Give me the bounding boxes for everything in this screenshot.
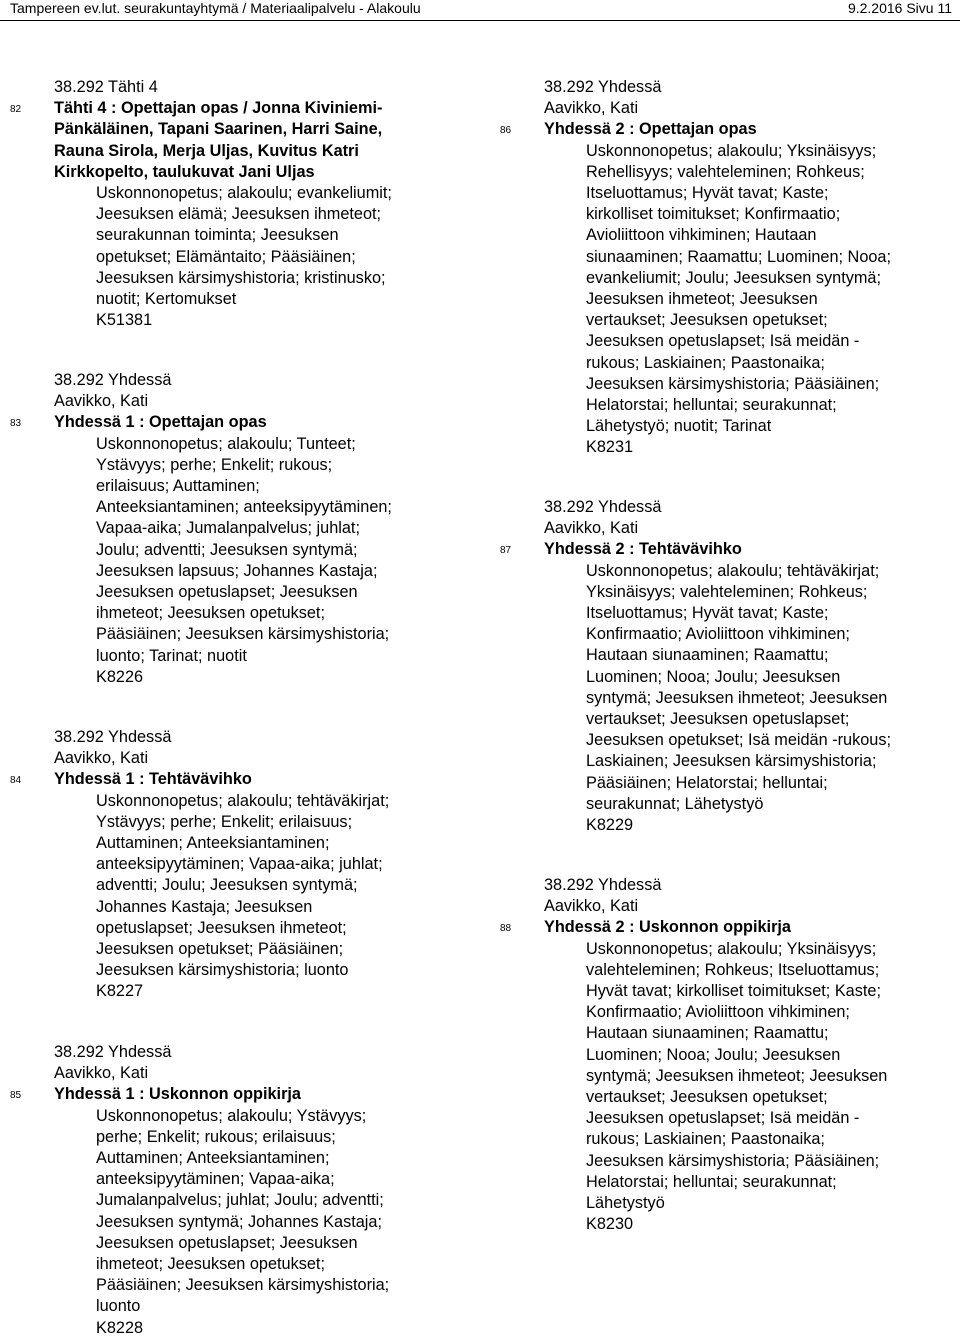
subject-line: Pääsiäinen; Helatorstai; helluntai; xyxy=(586,773,828,792)
subject-line: Laskiainen; Jeesuksen kärsimyshistoria; xyxy=(586,752,877,771)
subject-line: kirkolliset toimitukset; Konfirmaatio; xyxy=(586,205,841,224)
catalog-entry xyxy=(0,727,480,1003)
catalog-entry xyxy=(482,497,960,836)
classification-number: 38.292 Yhdessä xyxy=(544,876,662,894)
classification-number: 38.292 Yhdessä xyxy=(54,728,172,746)
entry-number: 83 xyxy=(10,418,22,430)
entry-author: Aavikko, Kati xyxy=(544,897,639,916)
shelf-code: K8227 xyxy=(96,982,144,1001)
shelf-code: K51381 xyxy=(96,311,153,330)
entry-subjects xyxy=(482,561,960,837)
subject-line: Jumalanpalvelus; juhlat; Joulu; adventti; xyxy=(96,1191,384,1210)
subject-line: Pääsiäinen; Jeesuksen kärsimyshistoria; xyxy=(96,1276,390,1295)
classification-number: 38.292 Tähti 4 xyxy=(54,78,158,96)
subject-line: Uskonnonopetus; alakoulu; tehtäväkirjat; xyxy=(96,791,390,810)
subject-line: Jeesuksen kärsimyshistoria; luonto xyxy=(96,961,349,980)
classification-number: 38.292 Yhdessä xyxy=(544,498,662,516)
subject-line: seurakunnan toiminta; Jeesuksen xyxy=(96,226,339,245)
title-line: Yhdessä 1 : Tehtävävihko xyxy=(54,770,252,789)
subject-line: Jeesuksen ihmeteot; Jeesuksen xyxy=(586,290,818,309)
subject-line: Konfirmaatio; Avioliittoon vihkiminen; xyxy=(586,1003,850,1022)
entry-author: Aavikko, Kati xyxy=(544,99,639,118)
title-line: Yhdessä 1 : Opettajan opas xyxy=(54,413,267,432)
title-line: Yhdessä 2 : Opettajan opas xyxy=(544,120,757,139)
entry-author: Aavikko, Kati xyxy=(54,1064,149,1083)
subject-line: Uskonnonopetus; alakoulu; Tunteet; xyxy=(96,434,356,453)
subject-line: rukous; Laskiainen; Paastonaika; xyxy=(586,353,825,372)
subject-line: Joulu; adventti; Jeesuksen syntymä; xyxy=(96,540,358,559)
subject-line: adventti; Joulu; Jeesuksen syntymä; xyxy=(96,876,358,895)
subject-line: Anteeksiantaminen; anteeksipyytäminen; xyxy=(96,498,392,517)
subject-line: Uskonnonopetus; alakoulu; Yksinäisyys; xyxy=(586,939,877,958)
title-line: Kirkkopelto, taulukuvat Jani Uljas xyxy=(54,162,315,181)
classification-number: 38.292 Yhdessä xyxy=(54,371,172,389)
subject-line: Uskonnonopetus; alakoulu; Yksinäisyys; xyxy=(586,141,877,160)
subject-line: ihmeteot; Jeesuksen opetukset; xyxy=(96,604,325,623)
shelf-code: K8230 xyxy=(586,1215,634,1234)
subject-line: Itseluottamus; Hyvät tavat; Kaste; xyxy=(586,604,829,623)
subject-line: Helatorstai; helluntai; seurakunnat; xyxy=(586,396,837,415)
classification-number: 38.292 Yhdessä xyxy=(54,1043,172,1061)
entry-author: Aavikko, Kati xyxy=(54,749,149,768)
subject-line: Pääsiäinen; Jeesuksen kärsimyshistoria; xyxy=(96,625,390,644)
subject-line: Auttaminen; Anteeksiantaminen; xyxy=(96,834,330,853)
entry-title xyxy=(482,917,960,938)
entry-subjects xyxy=(0,1106,480,1339)
header-divider xyxy=(0,20,960,21)
subject-line: opetuslapset; Jeesuksen ihmeteot; xyxy=(96,918,347,937)
subject-line: Jeesuksen kärsimyshistoria; Pääsiäinen; xyxy=(586,374,880,393)
shelf-code: K8228 xyxy=(96,1318,144,1337)
entry-subjects xyxy=(0,791,480,1003)
subject-line: seurakunnat; Lähetystyö xyxy=(586,794,764,813)
subject-line: Jeesuksen kärsimyshistoria; Pääsiäinen; xyxy=(586,1151,880,1170)
subject-line: valehteleminen; Rohkeus; Itseluottamus; xyxy=(586,960,880,979)
subject-line: Luominen; Nooa; Joulu; Jeesuksen xyxy=(586,1045,841,1064)
subject-line: Jeesuksen kärsimyshistoria; kristinusko; xyxy=(96,268,386,287)
subject-line: Jeesuksen opetukset; Pääsiäinen; xyxy=(96,940,344,959)
subject-line: syntymä; Jeesuksen ihmeteot; Jeesuksen xyxy=(586,1066,888,1085)
entry-number: 82 xyxy=(10,104,22,116)
classification-number: 38.292 Yhdessä xyxy=(544,78,662,96)
catalog-entry xyxy=(0,77,480,331)
subject-line: luonto; Tarinat; nuotit xyxy=(96,646,247,665)
subject-line: Auttaminen; Anteeksiantaminen; xyxy=(96,1149,330,1168)
subject-line: siunaaminen; Raamattu; Luominen; Nooa; xyxy=(586,247,892,266)
subject-line: evankeliumit; Joulu; Jeesuksen syntymä; xyxy=(586,268,882,287)
entry-header xyxy=(482,497,960,539)
title-line: Pänkäläinen, Tapani Saarinen, Harri Saine, xyxy=(54,120,383,139)
entry-author: Aavikko, Kati xyxy=(54,392,149,411)
subject-line: Uskonnonopetus; alakoulu; tehtäväkirjat; xyxy=(586,561,880,580)
entry-subjects xyxy=(0,183,480,331)
subject-line: Ystävyys; perhe; Enkelit; erilaisuus; xyxy=(96,812,353,831)
subject-line: Uskonnonopetus; alakoulu; evankeliumit; xyxy=(96,184,392,203)
subject-line: Jeesuksen opetuslapset; Isä meidän - xyxy=(586,1109,860,1128)
title-line: Yhdessä 1 : Uskonnon oppikirja xyxy=(54,1085,301,1104)
subject-line: Jeesuksen elämä; Jeesuksen ihmeteot; xyxy=(96,205,382,224)
header-organization: Tampereen ev.lut. seurakuntayhtymä / Materiaalipalvelu - Alakoulu xyxy=(10,0,421,16)
entry-number: 88 xyxy=(500,923,512,935)
subject-line: perhe; Enkelit; rukous; erilaisuus; xyxy=(96,1127,336,1146)
entry-number: 85 xyxy=(10,1090,22,1102)
title-line: Yhdessä 2 : Tehtävävihko xyxy=(544,540,742,559)
subject-line: Konfirmaatio; Avioliittoon vihkiminen; xyxy=(586,625,850,644)
subject-line: Helatorstai; helluntai; seurakunnat; xyxy=(586,1172,837,1191)
entry-header xyxy=(0,370,480,412)
subject-line: Jeesuksen syntymä; Johannes Kastaja; xyxy=(96,1212,382,1231)
entry-number: 86 xyxy=(500,125,512,137)
entry-subjects xyxy=(0,434,480,688)
catalog-entry xyxy=(482,77,960,459)
subject-line: Luominen; Nooa; Joulu; Jeesuksen xyxy=(586,667,841,686)
entry-title xyxy=(482,539,960,560)
entry-title xyxy=(0,412,480,433)
entry-number: 87 xyxy=(500,545,512,557)
subject-line: Vapaa-aika; Jumalanpalvelus; juhlat; xyxy=(96,519,360,538)
catalog-entry xyxy=(0,370,480,688)
entry-title xyxy=(0,769,480,790)
subject-line: nuotit; Kertomukset xyxy=(96,290,237,309)
subject-line: anteeksipyytäminen; Vapaa-aika; xyxy=(96,1170,335,1189)
subject-line: Lähetystyö xyxy=(586,1194,665,1213)
subject-line: Hautaan siunaaminen; Raamattu; xyxy=(586,646,829,665)
entry-header xyxy=(0,727,480,769)
subject-line: rukous; Laskiainen; Paastonaika; xyxy=(586,1130,825,1149)
entry-title xyxy=(0,98,480,183)
subject-line: Jeesuksen lapsuus; Johannes Kastaja; xyxy=(96,561,378,580)
entry-header xyxy=(482,875,960,917)
entry-subjects xyxy=(482,939,960,1236)
entry-subjects xyxy=(482,141,960,459)
subject-line: Jeesuksen opetuslapset; Jeesuksen xyxy=(96,583,358,602)
entry-number: 84 xyxy=(10,775,22,787)
subject-line: Yksinäisyys; valehteleminen; Rohkeus; xyxy=(586,582,868,601)
subject-line: Johannes Kastaja; Jeesuksen xyxy=(96,897,313,916)
subject-line: luonto xyxy=(96,1297,141,1316)
subject-line: Jeesuksen opetuslapset; Isä meidän - xyxy=(586,332,860,351)
shelf-code: K8229 xyxy=(586,816,634,835)
subject-line: Rehellisyys; valehteleminen; Rohkeus; xyxy=(586,162,865,181)
subject-line: Hyvät tavat; kirkolliset toimitukset; Kaste; xyxy=(586,982,881,1001)
subject-line: Itseluottamus; Hyvät tavat; Kaste; xyxy=(586,184,829,203)
subject-line: Jeesuksen opetukset; Isä meidän -rukous; xyxy=(586,731,891,750)
entry-header xyxy=(482,77,960,119)
page-header xyxy=(0,0,960,20)
subject-line: ihmeteot; Jeesuksen opetukset; xyxy=(96,1255,325,1274)
title-line: Rauna Sirola, Merja Uljas, Kuvitus Katri xyxy=(54,141,359,160)
subject-line: syntymä; Jeesuksen ihmeteot; Jeesuksen xyxy=(586,688,888,707)
title-line: Tähti 4 : Opettajan opas / Jonna Kiviniemi- xyxy=(54,99,383,118)
catalog-entry xyxy=(0,1042,480,1339)
shelf-code: K8226 xyxy=(96,667,144,686)
title-line: Yhdessä 2 : Uskonnon oppikirja xyxy=(544,918,791,937)
subject-line: Jeesuksen opetuslapset; Jeesuksen xyxy=(96,1233,358,1252)
entry-author: Aavikko, Kati xyxy=(544,519,639,538)
subject-line: opetukset; Elämäntaito; Pääsiäinen; xyxy=(96,247,356,266)
subject-line: vertaukset; Jeesuksen opetukset; xyxy=(586,1088,828,1107)
subject-line: Uskonnonopetus; alakoulu; Ystävyys; xyxy=(96,1106,367,1125)
subject-line: anteeksipyytäminen; Vapaa-aika; juhlat; xyxy=(96,855,383,874)
catalog-entry xyxy=(482,875,960,1235)
subject-line: vertaukset; Jeesuksen opetukset; xyxy=(586,311,828,330)
header-date-page: 9.2.2016 Sivu 11 xyxy=(847,0,952,16)
subject-line: Ystävyys; perhe; Enkelit; rukous; xyxy=(96,455,333,474)
subject-line: Avioliittoon vihkiminen; Hautaan xyxy=(586,226,817,245)
subject-line: erilaisuus; Auttaminen; xyxy=(96,477,260,496)
subject-line: Lähetystyö; nuotit; Tarinat xyxy=(586,417,772,436)
shelf-code: K8231 xyxy=(586,438,634,457)
subject-line: Hautaan siunaaminen; Raamattu; xyxy=(586,1024,829,1043)
entry-header xyxy=(0,1042,480,1084)
entry-header xyxy=(0,77,480,98)
entry-title xyxy=(0,1084,480,1105)
subject-line: vertaukset; Jeesuksen opetuslapset; xyxy=(586,710,850,729)
entry-title xyxy=(482,119,960,140)
